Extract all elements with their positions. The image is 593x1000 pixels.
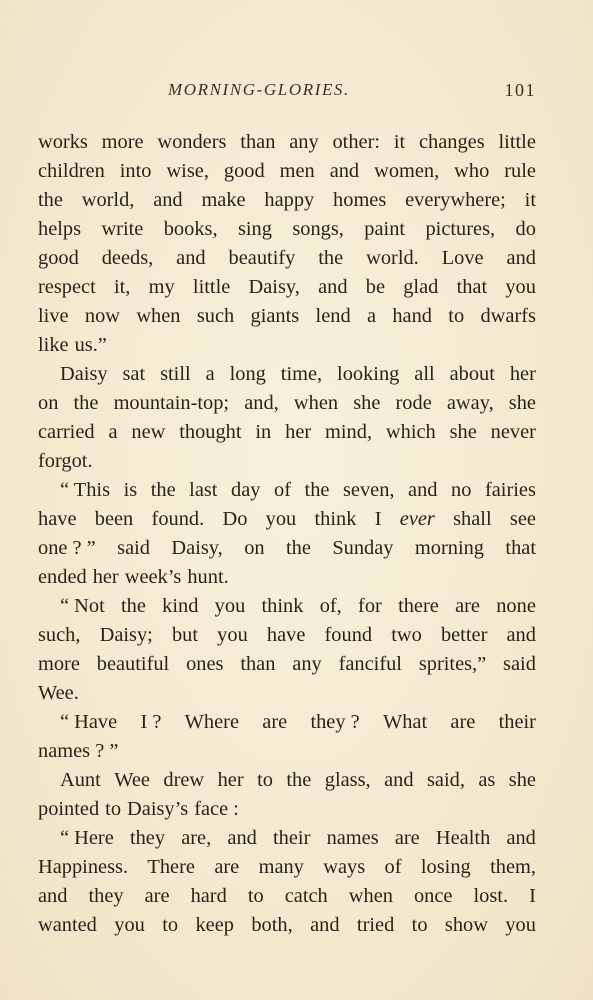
word: are xyxy=(455,595,480,617)
word: such xyxy=(196,305,235,327)
word: ways xyxy=(323,856,366,878)
word: a xyxy=(205,363,215,385)
word: better xyxy=(440,624,488,646)
word: on xyxy=(38,392,59,414)
word: respect xyxy=(38,276,96,298)
word: are xyxy=(394,827,420,849)
word: last xyxy=(189,479,218,501)
word: dwarfs xyxy=(480,305,536,327)
word: tried xyxy=(356,914,395,936)
word: that xyxy=(505,537,536,559)
word: morning xyxy=(414,537,485,559)
word: Where xyxy=(184,711,239,733)
word: Daisy, xyxy=(248,276,300,298)
word: to xyxy=(257,769,273,791)
word: Health xyxy=(435,827,491,849)
word: any xyxy=(289,131,319,153)
word: men xyxy=(279,160,315,182)
word: is xyxy=(123,479,138,501)
word: deeds, xyxy=(101,247,154,269)
word: found. xyxy=(151,508,205,530)
word: helps xyxy=(38,218,82,240)
word: it, xyxy=(113,276,131,298)
word: no xyxy=(451,479,472,501)
word: any xyxy=(292,653,322,675)
word: sat xyxy=(122,363,146,385)
word: the xyxy=(120,595,146,617)
word: the xyxy=(304,479,330,501)
word: you xyxy=(505,914,536,936)
word: there xyxy=(398,595,439,617)
word: to xyxy=(162,914,179,936)
text-line xyxy=(38,911,536,940)
text-line xyxy=(38,882,536,911)
word: the xyxy=(285,537,311,559)
word: be xyxy=(365,276,386,298)
word: I ? xyxy=(140,711,162,733)
word: their xyxy=(498,711,536,733)
word: one ? ” xyxy=(38,537,96,559)
word: world. xyxy=(366,247,419,269)
word: to xyxy=(448,305,465,327)
text-line xyxy=(38,679,536,708)
page-number: 101 xyxy=(504,80,536,100)
word: she xyxy=(508,769,536,791)
word: and xyxy=(506,827,536,849)
word: day xyxy=(231,479,261,501)
word: for xyxy=(358,595,382,617)
text-line xyxy=(38,592,536,621)
word: long xyxy=(229,363,266,385)
word: see xyxy=(509,508,536,530)
word: think xyxy=(314,508,357,530)
word: What xyxy=(382,711,428,733)
word: seven, xyxy=(342,479,395,501)
word: to xyxy=(411,914,428,936)
word: when xyxy=(293,392,339,414)
word: a xyxy=(366,305,377,327)
word: you xyxy=(505,276,536,298)
word: sprites,” xyxy=(418,653,487,675)
word: Do xyxy=(222,508,248,530)
word: are, xyxy=(181,827,212,849)
text-line xyxy=(38,824,536,853)
word: than xyxy=(240,653,276,675)
word: live xyxy=(38,305,69,327)
word: which xyxy=(385,421,436,443)
word: and xyxy=(176,247,206,269)
word: Wee xyxy=(114,769,150,791)
word: to xyxy=(105,798,122,820)
word: little xyxy=(498,131,536,153)
word: but xyxy=(171,624,199,646)
word: of xyxy=(384,856,402,878)
word: it xyxy=(393,131,406,153)
word: ones xyxy=(186,653,224,675)
word: face : xyxy=(194,798,239,820)
word: lost. xyxy=(473,885,509,907)
word: other: xyxy=(332,131,381,153)
word: when xyxy=(136,305,181,327)
word: you xyxy=(214,595,246,617)
word: paint xyxy=(364,218,406,240)
word: their xyxy=(273,827,311,849)
text-line xyxy=(38,563,536,592)
word: in xyxy=(255,421,272,443)
word: Happiness. xyxy=(38,856,129,878)
text-line xyxy=(38,244,536,273)
word: and, xyxy=(244,392,279,414)
word: thought xyxy=(179,421,242,443)
word: and xyxy=(506,247,536,269)
word: the xyxy=(318,247,344,269)
text-line xyxy=(38,389,536,418)
word: world, xyxy=(81,189,135,211)
word: losing xyxy=(420,856,471,878)
word: children xyxy=(38,160,105,182)
word: sing xyxy=(237,218,272,240)
word: all xyxy=(414,363,435,385)
word: she xyxy=(449,421,477,443)
word: hunt. xyxy=(187,566,229,588)
word: “ Not xyxy=(60,595,105,617)
word: it xyxy=(524,189,536,211)
text-line xyxy=(38,128,536,157)
word: they xyxy=(129,827,166,849)
word: giants xyxy=(250,305,300,327)
text-line xyxy=(38,708,536,737)
word: her xyxy=(217,769,244,791)
word: said xyxy=(503,653,536,675)
word: away, xyxy=(446,392,494,414)
word: are xyxy=(450,711,476,733)
word: such, xyxy=(38,624,81,646)
word: beautiful xyxy=(96,653,170,675)
word: more xyxy=(101,131,144,153)
word: rule xyxy=(504,160,536,182)
word: hard xyxy=(190,885,227,907)
word: and xyxy=(38,885,68,907)
word: like xyxy=(38,334,69,356)
word: ever xyxy=(399,508,435,530)
word: drew xyxy=(163,769,205,791)
word: songs, xyxy=(292,218,344,240)
word: Aunt xyxy=(60,769,101,791)
word: and xyxy=(506,624,536,646)
word: Daisy, xyxy=(171,537,223,559)
word: us.” xyxy=(74,334,107,356)
word: week’s xyxy=(124,566,182,588)
word: about xyxy=(449,363,495,385)
word: her xyxy=(92,566,119,588)
text-line xyxy=(38,418,536,447)
word: the xyxy=(38,189,63,211)
word: shall xyxy=(453,508,492,530)
word: she xyxy=(508,392,536,414)
word: kind xyxy=(162,595,199,617)
word: ended xyxy=(38,566,87,588)
word: works xyxy=(38,131,88,153)
word: who xyxy=(454,160,490,182)
text-line xyxy=(38,302,536,331)
word: still xyxy=(160,363,191,385)
word: Sunday xyxy=(332,537,394,559)
word: fanciful xyxy=(338,653,402,675)
word: now xyxy=(84,305,121,327)
word: new xyxy=(131,421,166,443)
word: and xyxy=(310,914,340,936)
word: she xyxy=(353,392,381,414)
word: than xyxy=(240,131,276,153)
word: little xyxy=(192,276,231,298)
word: lend xyxy=(315,305,351,327)
word: fairies xyxy=(484,479,536,501)
text-line xyxy=(38,737,536,766)
word: said, xyxy=(426,769,465,791)
text-line xyxy=(38,331,536,360)
text-line xyxy=(38,215,536,244)
word: a xyxy=(108,421,118,443)
word: that xyxy=(456,276,488,298)
word: make xyxy=(201,189,246,211)
word: glass, xyxy=(324,769,371,791)
word: keep xyxy=(195,914,234,936)
word: two xyxy=(391,624,422,646)
word: they xyxy=(88,885,124,907)
word: are xyxy=(214,856,240,878)
text-line xyxy=(38,186,536,215)
word: mountain-top; xyxy=(113,392,230,414)
word: Daisy xyxy=(60,363,108,385)
text-line xyxy=(38,505,536,534)
word: mind, xyxy=(325,421,373,443)
word: women, xyxy=(374,160,440,182)
word: There xyxy=(147,856,195,878)
word: everywhere; xyxy=(405,189,506,211)
word: Love xyxy=(441,247,484,269)
word: many xyxy=(258,856,304,878)
text-line xyxy=(38,157,536,186)
word: my xyxy=(148,276,175,298)
text-line xyxy=(38,447,536,476)
word: do xyxy=(515,218,536,240)
word: have xyxy=(266,624,306,646)
word: and xyxy=(227,827,257,849)
word: happy xyxy=(264,189,315,211)
word: I xyxy=(529,885,536,907)
word: “ Here xyxy=(60,827,114,849)
word: they ? xyxy=(310,711,360,733)
word: and xyxy=(318,276,348,298)
word: been xyxy=(94,508,134,530)
word: hand xyxy=(392,305,432,327)
word: time, xyxy=(280,363,323,385)
word: the xyxy=(150,479,176,501)
word: have xyxy=(38,508,77,530)
word: of, xyxy=(319,595,342,617)
word: Daisy; xyxy=(99,624,153,646)
word: books, xyxy=(163,218,218,240)
word: found xyxy=(324,624,373,646)
word: the xyxy=(73,392,99,414)
word: are xyxy=(262,711,288,733)
text-line xyxy=(38,476,536,505)
word: and xyxy=(384,769,414,791)
word: none xyxy=(496,595,536,617)
word: wise, xyxy=(166,160,209,182)
word: carried xyxy=(38,421,95,443)
word: glad xyxy=(403,276,439,298)
running-title: MORNING-GLORIES. xyxy=(168,80,350,99)
word: Daisy’s xyxy=(127,798,189,820)
word: her xyxy=(285,421,312,443)
word: beautify xyxy=(228,247,296,269)
word: wonders xyxy=(157,131,227,153)
running-head xyxy=(38,80,536,104)
text-line xyxy=(38,795,536,824)
word: to xyxy=(247,885,264,907)
word: I xyxy=(374,508,382,530)
word: once xyxy=(413,885,453,907)
word: both, xyxy=(251,914,293,936)
word: “ Have xyxy=(60,711,118,733)
text-line xyxy=(38,853,536,882)
word: pictures, xyxy=(425,218,496,240)
word: forgot. xyxy=(38,450,93,472)
word: and xyxy=(153,189,183,211)
word: show xyxy=(444,914,488,936)
word: good xyxy=(38,247,79,269)
word: names ? ” xyxy=(38,740,119,762)
word: her xyxy=(509,363,536,385)
word: them, xyxy=(490,856,536,878)
word: looking xyxy=(337,363,400,385)
word: you xyxy=(217,624,248,646)
word: rode xyxy=(395,392,432,414)
text-line xyxy=(38,273,536,302)
word: think xyxy=(261,595,304,617)
text-line xyxy=(38,766,536,795)
word: as xyxy=(478,769,496,791)
word: names xyxy=(326,827,379,849)
word: and xyxy=(408,479,438,501)
word: and xyxy=(329,160,360,182)
word: you xyxy=(265,508,297,530)
word: good xyxy=(223,160,265,182)
word: never xyxy=(490,421,536,443)
word: catch xyxy=(284,885,328,907)
word: the xyxy=(286,769,312,791)
word: of xyxy=(274,479,291,501)
body-text xyxy=(38,128,536,940)
word: more xyxy=(38,653,80,675)
text-line xyxy=(38,621,536,650)
word: you xyxy=(114,914,145,936)
word: “ This xyxy=(60,479,111,501)
text-line xyxy=(38,360,536,389)
word: changes xyxy=(419,131,485,153)
text-line xyxy=(38,534,536,563)
word: Wee. xyxy=(38,682,79,704)
word: homes xyxy=(333,189,387,211)
word: write xyxy=(101,218,144,240)
word: wanted xyxy=(38,914,97,936)
word: when xyxy=(348,885,393,907)
word: said xyxy=(117,537,151,559)
word: on xyxy=(244,537,265,559)
word: are xyxy=(144,885,170,907)
word: pointed xyxy=(38,798,100,820)
text-line xyxy=(38,650,536,679)
word: into xyxy=(119,160,152,182)
